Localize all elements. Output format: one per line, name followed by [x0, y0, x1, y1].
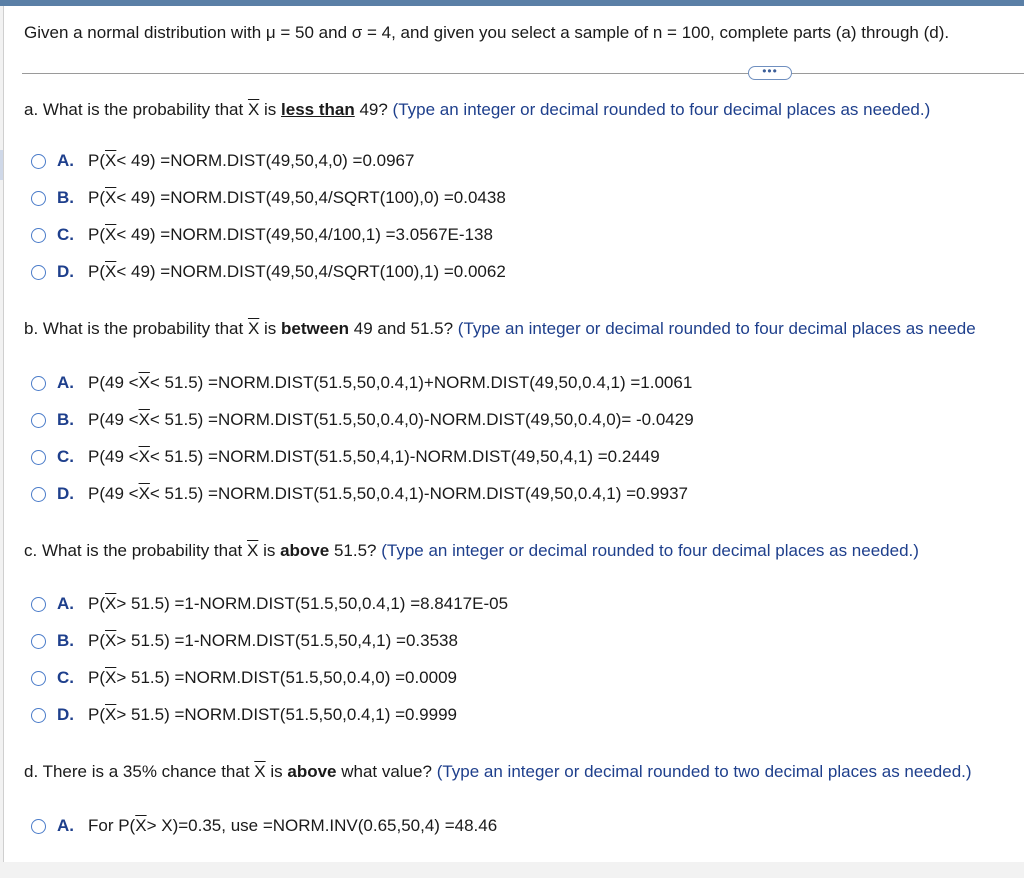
radio-button[interactable]: [31, 376, 46, 391]
radio-button[interactable]: [31, 191, 46, 206]
part-a-question: a. What is the probability that $\overline{X}$ is less than 49? (Type an integer or decimal rounded to four decimal places as needed.): [24, 100, 931, 119]
part-c-question: c. What is the probability that $\overline{X}$ is above 51.5? (Type an integer or decimal rounded to four decimal places as needed.): [24, 541, 919, 560]
part-d-option-a[interactable]: A. For P( $\overline{X}$ > X)=0.35, use =NORM.INV(0.65,50,4) =48.46: [31, 815, 497, 837]
part-b-option-c[interactable]: C. P(49 < $\overline{X}$ < 51.5) =NORM.DIST(51.5,50,4,1)-NORM.DIST(49,50,4,1) =0.2449: [31, 446, 660, 468]
part-a-option-d[interactable]: D. P( $\overline{X}$ < 49) =NORM.DIST(49,50,4/SQRT(100),1) =0.0062: [31, 261, 506, 283]
part-b-option-b[interactable]: B. P(49 < $\overline{X}$ < 51.5) =NORM.DIST(51.5,50,0.4,0)-NORM.DIST(49,50,0.4,0)= -0.0429: [31, 409, 694, 431]
part-b-option-d[interactable]: D. P(49 < $\overline{X}$ < 51.5) =NORM.DIST(51.5,50,0.4,1)-NORM.DIST(49,50,0.4,1) =0.9937: [31, 483, 688, 505]
radio-button[interactable]: [31, 708, 46, 723]
part-c-option-c[interactable]: C. P( $\overline{X}$ > 51.5) =NORM.DIST(51.5,50,0.4,0) =0.0009: [31, 667, 457, 689]
expand-button[interactable]: •••: [748, 66, 792, 80]
part-c-option-b[interactable]: B. P( $\overline{X}$ > 51.5) =1-NORM.DIST(51.5,50,4,1) =0.3538: [31, 630, 458, 652]
part-c-option-a[interactable]: A. P( $\overline{X}$ > 51.5) =1-NORM.DIST(51.5,50,0.4,1) =8.8417E-05: [31, 593, 508, 615]
part-a-option-c[interactable]: C. P( $\overline{X}$ < 49) =NORM.DIST(49,50,4/100,1) =3.0567E-138: [31, 224, 493, 246]
radio-button[interactable]: [31, 597, 46, 612]
part-c-option-d[interactable]: D. P( $\overline{X}$ > 51.5) =NORM.DIST(51.5,50,0.4,1) =0.9999: [31, 704, 457, 726]
part-b-instruction: (Type an integer or decimal rounded to four decimal places as neede: [457, 319, 976, 338]
radio-button[interactable]: [31, 265, 46, 280]
part-c-instruction: (Type an integer or decimal rounded to four decimal places as needed.): [381, 541, 919, 560]
part-d-question: d. There is a 35% chance that $\overline{X}$ is above what value? (Type an integer or decimal rounded to two decimal places as needed.): [24, 762, 972, 781]
part-a-instruction: (Type an integer or decimal rounded to four decimal places as needed.): [392, 100, 931, 119]
part-b-option-a[interactable]: A. P(49 < $\overline{X}$ < 51.5) =NORM.DIST(51.5,50,0.4,1)+NORM.DIST(49,50,0.4,1) =1.0061: [31, 372, 692, 394]
section-divider: [22, 73, 1024, 74]
radio-button[interactable]: [31, 487, 46, 502]
part-a-option-a[interactable]: A. P( $\overline{X}$ < 49) =NORM.DIST(49,50,4,0) =0.0967: [31, 150, 414, 172]
part-b-question: b. What is the probability that $\overline{X}$ is between 49 and 51.5? (Type an integer or decimal rounded to four decimal places as neede: [24, 319, 976, 338]
part-a-option-b[interactable]: B. P( $\overline{X}$ < 49) =NORM.DIST(49,50,4/SQRT(100),0) =0.0438: [31, 187, 506, 209]
radio-button[interactable]: [31, 413, 46, 428]
left-edge-marker: [0, 150, 3, 180]
question-panel: [3, 6, 1024, 862]
part-d-instruction: (Type an integer or decimal rounded to two decimal places as needed.): [436, 762, 972, 781]
radio-button[interactable]: [31, 228, 46, 243]
radio-button[interactable]: [31, 819, 46, 834]
radio-button[interactable]: [31, 671, 46, 686]
radio-button[interactable]: [31, 450, 46, 465]
question-text: Given a normal distribution with μ = 50 and σ = 4, and given you select a sample of n = 100, complete parts (a) through (d).: [24, 23, 950, 42]
radio-button[interactable]: [31, 154, 46, 169]
radio-button[interactable]: [31, 634, 46, 649]
